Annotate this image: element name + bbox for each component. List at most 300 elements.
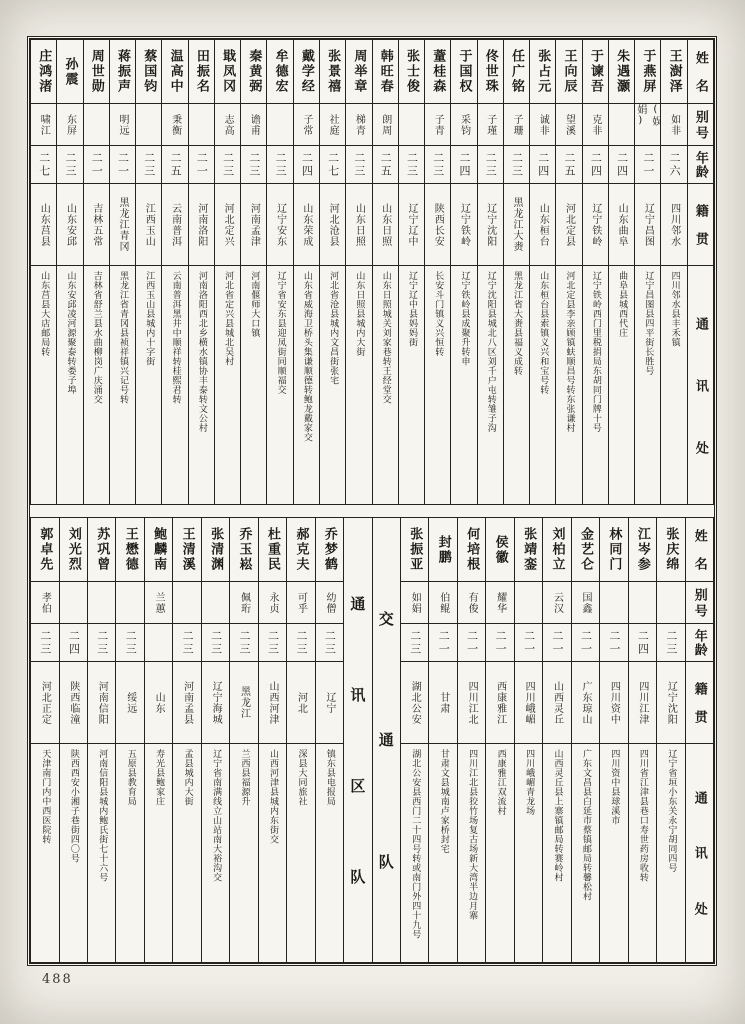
address-cell: 河南信阳县城内鲍氏街七十六号 [97, 749, 108, 882]
age-cell: 二三 [116, 624, 143, 662]
address-cell: 山东省威海卫桥头集谦顺德转鲍龙戴家交 [301, 271, 312, 442]
alias-cell: 佩珩 [230, 582, 257, 624]
origin-cell: 广东琼山 [572, 662, 599, 744]
name-cell: 周世勋 [84, 40, 109, 104]
label-char: 讯 [348, 687, 367, 702]
name-cell: 侯徽 [486, 518, 513, 582]
age-cell: 二三 [241, 146, 266, 184]
address-cell: 辽宁省南满线立山站南大裕沟交 [211, 749, 222, 882]
alias-cell: 耀华 [486, 582, 513, 624]
origin-cell: 辽宁铁岭 [451, 184, 476, 266]
person-column [503, 40, 529, 504]
origin-cell: 河北 [287, 662, 314, 744]
person-column [529, 40, 555, 504]
origin-cell: 四川江津 [629, 662, 656, 744]
field-label-column [687, 40, 713, 504]
origin-cell: 河南孟津 [241, 184, 266, 266]
origin-cell: 河北正定 [31, 662, 58, 744]
name-cell: 王向辰 [556, 40, 581, 104]
person-column [258, 518, 286, 962]
name-cell: 乔梦鹤 [316, 518, 343, 582]
age-cell: 二三 [230, 624, 257, 662]
origin-cell: 山东曲阜 [609, 184, 634, 266]
origin-cell: 辽宁昌图 [635, 184, 660, 266]
origin-cell: 陕西临潼 [60, 662, 87, 744]
age-cell: 二一 [515, 624, 542, 662]
age-cell: 二四 [451, 146, 476, 184]
age-cell: 二一 [84, 146, 109, 184]
alias-cell: 伯鲲 [429, 582, 456, 624]
label-char: 龄 [691, 643, 707, 657]
origin-cell: 黑龙江 [230, 662, 257, 744]
origin-cell: 山西灵丘 [543, 662, 570, 744]
origin-cell: 山东桓台 [530, 184, 555, 266]
person-column [31, 518, 58, 962]
origin-cell: 河南洛阳 [189, 184, 214, 266]
alias-cell [84, 104, 109, 146]
person-column [315, 518, 343, 962]
person-column [450, 40, 476, 504]
address-cell: 吉林省舒兰县水曲柳岗广庆涌交 [91, 271, 102, 404]
label-char: 通 [691, 791, 707, 805]
origin-cell: 陕西长安 [425, 184, 450, 266]
label-char: 号 [691, 604, 707, 618]
age-cell: 二一 [458, 624, 485, 662]
age-cell: 二五 [162, 146, 187, 184]
age-cell: 二三 [287, 624, 314, 662]
name-cell: 牟德宏 [267, 40, 292, 104]
address-cell: 长安斗门镇义兴恒转 [433, 271, 444, 357]
person-column [319, 40, 345, 504]
label-char: 处 [691, 901, 707, 915]
directory-table-bottom [30, 517, 714, 963]
age-cell: 二三 [425, 146, 450, 184]
age-cell: 二三 [173, 624, 200, 662]
origin-cell: 四川江北 [458, 662, 485, 744]
alias-cell [515, 582, 542, 624]
age-cell: 二四 [530, 146, 555, 184]
person-column [83, 40, 109, 504]
label-char: 名 [692, 78, 708, 92]
origin-cell: 辽宁安东 [267, 184, 292, 266]
person-column [555, 40, 581, 504]
person-column [599, 518, 627, 962]
name-cell: 张靖銮 [515, 518, 542, 582]
label-char: 别 [692, 109, 708, 123]
address-cell: 山西河津县城内东街交 [267, 749, 278, 844]
origin-cell: 山东安邱 [57, 184, 82, 266]
name-cell: 朱遇灏 [609, 40, 634, 104]
origin-cell: 黑龙江青冈 [110, 184, 135, 266]
label-char: 处 [692, 440, 708, 454]
name-cell: 任广铭 [504, 40, 529, 104]
person-column [582, 40, 608, 504]
person-column [201, 518, 229, 962]
age-cell: 二三 [215, 146, 240, 184]
name-cell: 苏巩曾 [88, 518, 115, 582]
alias-cell: 有俊 [458, 582, 485, 624]
address-cell: 辽宁昌图县四平街长胜号 [643, 271, 654, 376]
name-cell: 佟世珠 [478, 40, 503, 104]
alias-cell [609, 104, 634, 146]
age-cell: 二三 [202, 624, 229, 662]
alias-cell: 子珊 [504, 104, 529, 146]
alias-cell: (娱娟) [635, 104, 660, 146]
age-cell: 二三 [346, 146, 371, 184]
origin-cell: 辽宁沈阳 [478, 184, 503, 266]
alias-cell: 永贞 [259, 582, 286, 624]
name-cell: 郝克夫 [287, 518, 314, 582]
alias-cell: 望溪 [556, 104, 581, 146]
alias-cell: 如非 [661, 104, 686, 146]
name-cell: 郭卓先 [31, 518, 58, 582]
origin-cell: 河南信阳 [88, 662, 115, 744]
age-cell: 二七 [31, 146, 56, 184]
alias-cell: 诚非 [530, 104, 555, 146]
name-cell: 林同门 [600, 518, 627, 582]
name-cell: 张振亚 [401, 518, 428, 582]
address-cell: 广东文昌县白延市蔡镇邮局转馨松村 [580, 749, 591, 901]
origin-cell: 辽宁沈阳 [657, 662, 684, 744]
age-cell: 二三 [259, 624, 286, 662]
age-cell: 二三 [657, 624, 684, 662]
label-char: 籍 [691, 681, 707, 695]
alias-cell [116, 582, 143, 624]
age-cell: 二三 [504, 146, 529, 184]
age-cell: 二四 [294, 146, 319, 184]
alias-cell [60, 582, 87, 624]
directory-frame [27, 36, 717, 966]
person-column [542, 518, 570, 962]
person-column [144, 518, 172, 962]
origin-cell: 云南普洱 [162, 184, 187, 266]
name-cell: 戴学经 [294, 40, 319, 104]
field-label-name [688, 40, 713, 104]
address-cell: 辽宁辽中县妈妈街 [406, 271, 417, 347]
name-cell: 张庆绵 [657, 518, 684, 582]
label-char: 交 [376, 611, 395, 627]
age-cell: 二四 [629, 624, 656, 662]
person-column [293, 40, 319, 504]
person-column [266, 40, 292, 504]
name-cell: 王澍泽 [661, 40, 686, 104]
address-cell: 镇东县电报局 [324, 749, 335, 806]
address-cell: 黑龙江省青冈县祯祥镇兴记号转 [118, 271, 129, 404]
person-column [161, 40, 187, 504]
age-cell: 二一 [600, 624, 627, 662]
age-cell: 二三 [401, 624, 428, 662]
label-char: 号 [692, 126, 708, 140]
name-cell: 蔡国钧 [136, 40, 161, 104]
alias-cell: 谵甫 [241, 104, 266, 146]
name-cell: 乔玉崧 [230, 518, 257, 582]
alias-cell: 国鑫 [572, 582, 599, 624]
age-cell: 二一 [543, 624, 570, 662]
field-label-name [686, 518, 713, 582]
name-cell: 金艺仑 [572, 518, 599, 582]
origin-cell: 西康雅江 [486, 662, 513, 744]
person-column [31, 40, 56, 504]
name-cell: 刘柏立 [543, 518, 570, 582]
name-cell: 何培根 [458, 518, 485, 582]
field-label-alias [686, 582, 713, 624]
name-cell: 鲍麟南 [145, 518, 172, 582]
label-char: 讯 [692, 378, 708, 392]
address-cell: 西康雅江双流村 [495, 749, 506, 816]
address-cell: 辽宁沈阳县城北八区刘千户屯转雏子沟 [485, 271, 496, 433]
person-column [345, 40, 371, 504]
name-cell: 张景禧 [320, 40, 345, 104]
origin-cell: 山东日照 [373, 184, 398, 266]
person-column [115, 518, 143, 962]
label-char: 姓 [691, 529, 707, 543]
alias-cell [88, 582, 115, 624]
alias-cell: 子青 [425, 104, 450, 146]
age-cell: 二四 [583, 146, 608, 184]
address-cell: 山东桓台县索镇义兴和宝号转 [538, 271, 549, 395]
address-cell: 四川省江津县巷口寿世药房收转 [637, 749, 648, 882]
person-column [188, 40, 214, 504]
alias-cell [189, 104, 214, 146]
alias-cell: 孝伯 [31, 582, 58, 624]
name-cell: 于谏吾 [583, 40, 608, 104]
age-cell: 二七 [320, 146, 345, 184]
address-cell: 黑龙江省大赉县福义成转 [512, 271, 523, 376]
address-cell: 山西灵丘县上寨镇邮局转赛岭村 [552, 749, 563, 882]
alias-cell: 朗周 [373, 104, 398, 146]
person-column [398, 40, 424, 504]
address-cell: 河北省定兴县城北吴村 [223, 271, 234, 366]
age-cell: 二四 [609, 146, 634, 184]
origin-cell: 山西河津 [259, 662, 286, 744]
origin-cell: 辽宁铁岭 [583, 184, 608, 266]
age-cell: 二三 [478, 146, 503, 184]
address-cell: 山东莒县大店邮局转 [39, 271, 50, 357]
address-cell: 四川资中县球溪市 [609, 749, 620, 825]
alias-cell [173, 582, 200, 624]
person-column [172, 518, 200, 962]
field-label-origin [688, 184, 713, 266]
label-char: 讯 [691, 846, 707, 860]
age-cell: 二一 [572, 624, 599, 662]
label-char: 贯 [691, 710, 707, 724]
label-char: 贯 [692, 232, 708, 246]
person-column [400, 518, 428, 962]
person-column [485, 518, 513, 962]
address-cell: 四川峨嵋青龙场 [524, 749, 535, 816]
address-cell: 孟县城内大街 [182, 749, 193, 806]
person-column [424, 40, 450, 504]
address-cell: 河北定县李亲顾镇蚨顺昌号转东张谦村 [564, 271, 575, 433]
address-cell: 云南普洱黑井中顺祥转桂熙君转 [170, 271, 181, 404]
alias-cell: 社庭 [320, 104, 345, 146]
alias-cell [657, 582, 684, 624]
address-cell: 四川邻水县丰禾镇 [669, 271, 680, 347]
name-cell: 戢凤冈 [215, 40, 240, 104]
label-char: 年 [691, 628, 707, 642]
alias-cell: 梯青 [346, 104, 371, 146]
address-cell: 河南偃师大口镇 [249, 271, 260, 338]
origin-cell: 河北沧县 [320, 184, 345, 266]
age-cell: 二一 [486, 624, 513, 662]
alias-cell: 子瑾 [478, 104, 503, 146]
address-cell: 辽宁省安东县迎凤街同顺福交 [275, 271, 286, 395]
person-column [109, 40, 135, 504]
origin-cell: 河南孟县 [173, 662, 200, 744]
name-cell: 王懋德 [116, 518, 143, 582]
address-cell: 辽宁铁岭西门里税捐局东胡同门牌十号 [590, 271, 601, 433]
group-column [343, 518, 371, 962]
person-column [87, 518, 115, 962]
alias-cell: 明远 [110, 104, 135, 146]
name-cell: 温高中 [162, 40, 187, 104]
alias-cell: 兰蕙 [145, 582, 172, 624]
origin-cell: 山东 [145, 662, 172, 744]
person-column [656, 518, 684, 962]
address-cell: 天津南门内中西医院转 [40, 749, 51, 844]
address-cell: 甘肃文县城南卢家桥封宅 [438, 749, 449, 854]
address-cell: 江西玉山县城内十字街 [144, 271, 155, 366]
origin-cell: 辽宁 [316, 662, 343, 744]
address-cell: 山东安邱凌河源聚泰转娄子埠 [65, 271, 76, 395]
origin-cell: 江西玉山 [136, 184, 161, 266]
origin-cell: 辽宁辽中 [399, 184, 424, 266]
person-column [214, 40, 240, 504]
label-char: 姓 [692, 51, 708, 65]
alias-cell: 啸江 [31, 104, 56, 146]
address-cell: 辽宁省垣小东关永宁胡同四号 [666, 749, 677, 873]
alias-cell: 可乎 [287, 582, 314, 624]
person-column [514, 518, 542, 962]
person-column [286, 518, 314, 962]
person-column [634, 40, 660, 504]
person-column [571, 518, 599, 962]
label-char: 队 [376, 853, 395, 869]
label-char: 通 [692, 316, 708, 330]
address-cell: 辽宁铁岭县成聚升转申 [459, 271, 470, 366]
age-cell: 二三 [316, 624, 343, 662]
person-column [56, 40, 82, 504]
person-column [457, 518, 485, 962]
age-cell: 二三 [31, 624, 58, 662]
origin-cell: 四川邻水 [661, 184, 686, 266]
alias-cell [136, 104, 161, 146]
field-label-column [685, 518, 713, 962]
alias-cell: 克非 [583, 104, 608, 146]
age-cell: 二三 [399, 146, 424, 184]
person-column [628, 518, 656, 962]
name-cell: 封鹏 [429, 518, 456, 582]
address-cell: 河南洛阳西北乡横水镇协丰泰转文公村 [196, 271, 207, 433]
person-column [135, 40, 161, 504]
label-char: 队 [348, 869, 367, 884]
alias-cell: 如娟 [401, 582, 428, 624]
origin-cell: 辽宁海城 [202, 662, 229, 744]
person-column [477, 40, 503, 504]
page-number: 488 [42, 972, 73, 987]
address-cell: 曲阜县城西代庄 [617, 271, 628, 338]
age-cell: 二一 [189, 146, 214, 184]
address-cell: 河北省沧县城内文昌街张宅 [328, 271, 339, 385]
age-cell: 二四 [60, 624, 87, 662]
name-cell: 江岑参 [629, 518, 656, 582]
alias-cell: 幼僧 [316, 582, 343, 624]
name-cell: 孙震 [57, 40, 82, 104]
name-cell: 秦黄弼 [241, 40, 266, 104]
alias-cell [399, 104, 424, 146]
label-char: 龄 [692, 165, 708, 179]
name-cell: 庄鸿渚 [31, 40, 56, 104]
age-cell: 二五 [556, 146, 581, 184]
person-column [59, 518, 87, 962]
alias-cell [267, 104, 292, 146]
name-cell: 王清溪 [173, 518, 200, 582]
age-cell: 二六 [661, 146, 686, 184]
person-column [240, 40, 266, 504]
address-cell: 寿光县鲍家庄 [154, 749, 165, 806]
name-cell: 周举章 [346, 40, 371, 104]
group-column [372, 518, 400, 962]
name-cell: 张士俊 [399, 40, 424, 104]
age-cell: 二五 [373, 146, 398, 184]
label-char: 籍 [692, 203, 708, 217]
age-cell: 二一 [429, 624, 456, 662]
field-label-alias [688, 104, 713, 146]
origin-cell: 黑龙江大赉 [504, 184, 529, 266]
origin-cell: 甘肃 [429, 662, 456, 744]
name-cell: 田振名 [189, 40, 214, 104]
alias-cell: 采钧 [451, 104, 476, 146]
name-cell: 于国权 [451, 40, 476, 104]
name-cell: 于燕屏 [635, 40, 660, 104]
origin-cell: 河北定兴 [215, 184, 240, 266]
alias-cell: 志高 [215, 104, 240, 146]
alias-cell [202, 582, 229, 624]
person-column [608, 40, 634, 504]
address-cell: 山东日照城关刘家巷转王经堂交 [380, 271, 391, 404]
field-label-age [688, 146, 713, 184]
alias-cell [600, 582, 627, 624]
origin-cell: 河北定县 [556, 184, 581, 266]
age-cell: 二三 [267, 146, 292, 184]
address-cell: 五原县教育局 [125, 749, 136, 806]
address-cell: 深县大同旅社 [296, 749, 307, 806]
alias-cell: 云汉 [543, 582, 570, 624]
label-char: 年 [692, 150, 708, 164]
person-column [372, 40, 398, 504]
label-char: 名 [691, 556, 707, 570]
address-cell: 陕西西安小湘子巷街四〇号 [68, 749, 79, 863]
age-cell: 二三 [136, 146, 161, 184]
person-column [660, 40, 686, 504]
address-cell: 四川江北县狡竹场复古场新大湾半边月寨 [467, 749, 478, 920]
label-char: 别 [691, 587, 707, 601]
address-cell: 湖北公安县西门二十四号转或南门外四十九号 [410, 749, 421, 939]
table-gap [30, 505, 714, 517]
name-cell: 张占元 [530, 40, 555, 104]
alias-cell: 东屏 [57, 104, 82, 146]
origin-cell: 四川资中 [600, 662, 627, 744]
age-cell: 二三 [57, 146, 82, 184]
field-label-origin [686, 662, 713, 744]
age-cell: 二一 [110, 146, 135, 184]
origin-cell: 吉林五常 [84, 184, 109, 266]
origin-cell: 山东莒县 [31, 184, 56, 266]
address-cell: 山东日照县城内大街 [354, 271, 365, 357]
origin-cell: 四川峨嵋 [515, 662, 542, 744]
person-column [229, 518, 257, 962]
person-column [428, 518, 456, 962]
